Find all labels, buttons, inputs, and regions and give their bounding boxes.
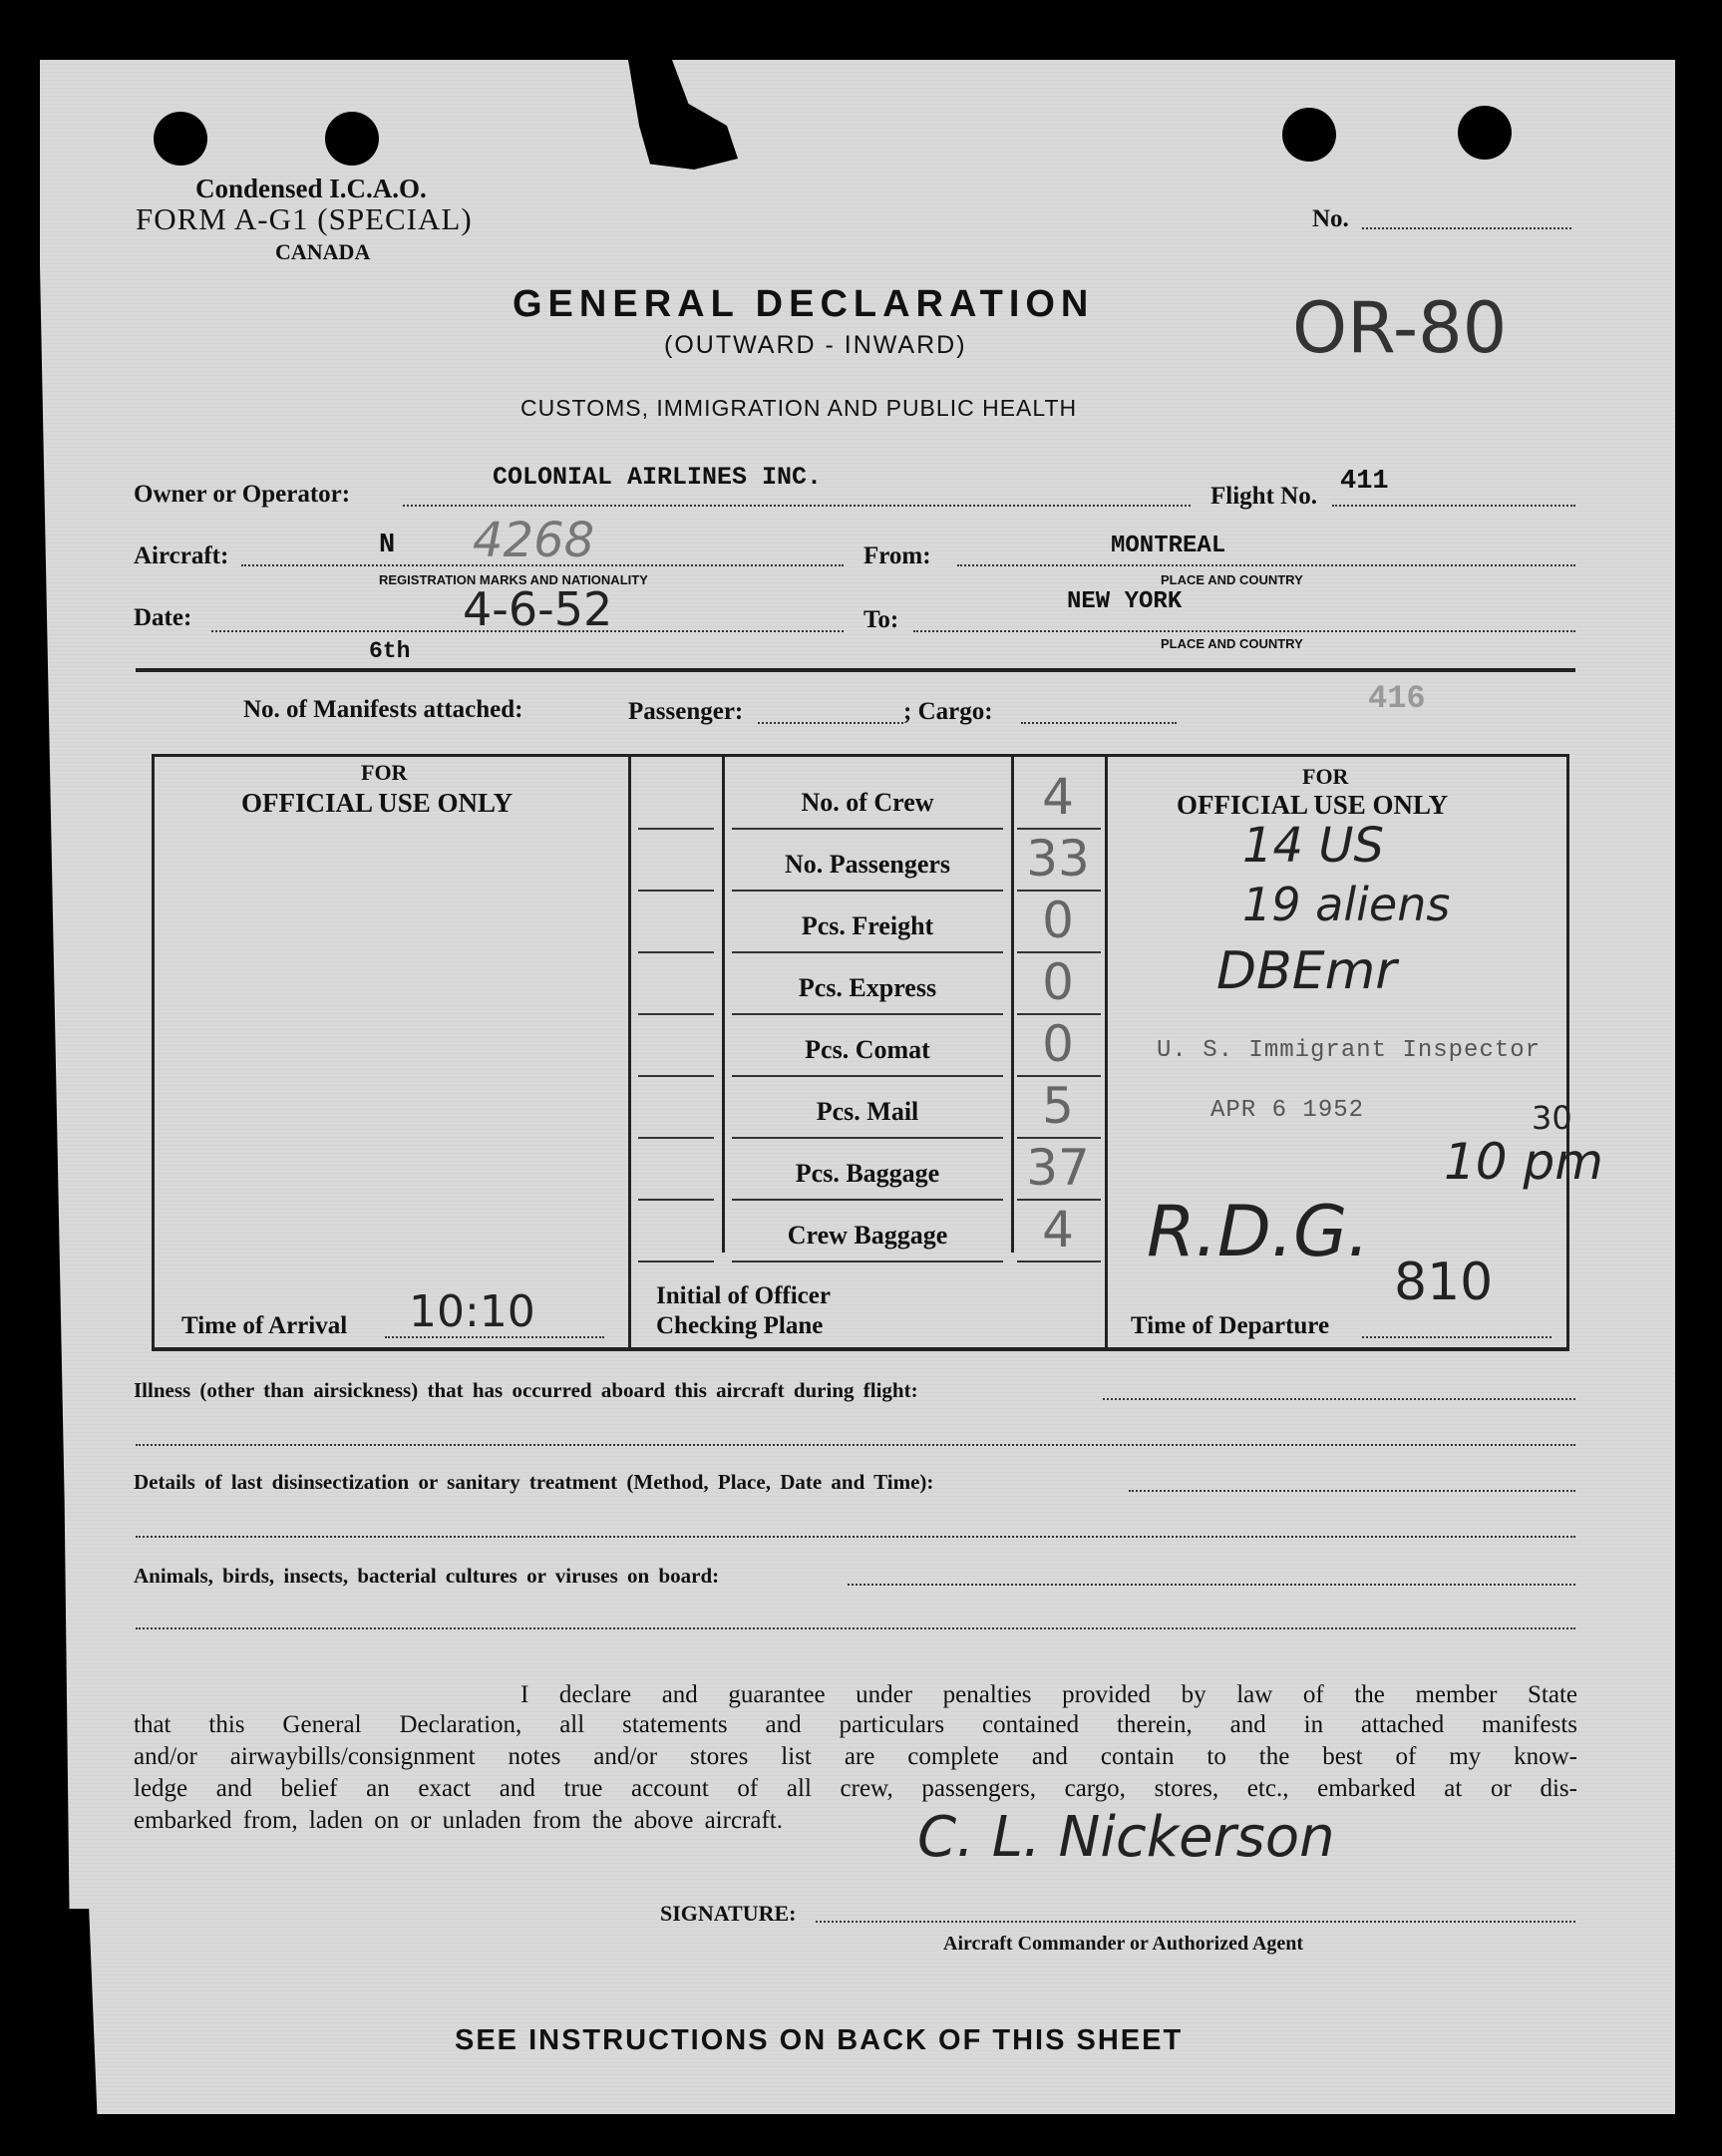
row-value: 4 xyxy=(1042,1201,1074,1258)
form-code: FORM A-G1 (SPECIAL) xyxy=(136,201,473,236)
row-initial-line xyxy=(638,1013,714,1015)
declaration-line-1: I declare and guarantee under penalties provided by law of the member State xyxy=(520,1681,1577,1708)
arrival-field[interactable] xyxy=(385,1336,604,1338)
punch-hole-3 xyxy=(1282,108,1336,162)
row-value: 4 xyxy=(1042,768,1074,826)
faint-number: 416 xyxy=(1368,680,1426,717)
row-label: No. of Crew xyxy=(801,788,934,817)
row-line xyxy=(732,1199,1003,1201)
row-value: 0 xyxy=(1042,892,1074,949)
animals-field[interactable] xyxy=(848,1584,1575,1586)
row-value: 0 xyxy=(1042,1015,1074,1073)
illness-field-2[interactable] xyxy=(136,1444,1575,1446)
aircraft-value: N xyxy=(379,531,396,560)
to-field[interactable] xyxy=(913,630,1575,632)
inspector-stamp-date: APR 6 1952 xyxy=(1210,1097,1365,1124)
row-label: Pcs. Express xyxy=(798,973,937,1002)
row-line xyxy=(732,1013,1003,1015)
left-official-label: OFFICIAL USE ONLY xyxy=(241,788,514,818)
officer-signature: R.D.G. xyxy=(1147,1191,1370,1272)
manifest-passenger-field[interactable] xyxy=(758,722,903,724)
row-value: 37 xyxy=(1026,1139,1090,1197)
row-label: Crew Baggage xyxy=(787,1221,948,1250)
animals-question: Animals, birds, insects, bacterial cultures or viruses on board: xyxy=(134,1564,720,1588)
disinsectization-field-2[interactable] xyxy=(136,1536,1575,1538)
page-subtitle: (OUTWARD - INWARD) xyxy=(664,331,967,359)
page-title: GENERAL DECLARATION xyxy=(513,283,1095,325)
flight-number-field[interactable] xyxy=(1332,505,1575,507)
handwritten-reference: OR-80 xyxy=(1292,287,1508,369)
row-value: 33 xyxy=(1026,830,1090,888)
date-field[interactable] xyxy=(211,630,844,632)
row-line xyxy=(732,1137,1003,1139)
aircraft-handwritten: 4268 xyxy=(473,513,595,568)
table-divider-4 xyxy=(1105,754,1108,1347)
declaration-line-2: that this General Declaration, all statements and particulars contained therein, and in attached manifests xyxy=(134,1711,1577,1738)
row-label: Pcs. Comat xyxy=(805,1035,930,1064)
right-official-label: OFFICIAL USE ONLY xyxy=(1177,790,1449,820)
to-label: To: xyxy=(863,606,899,633)
note-alien-count: 19 aliens xyxy=(1242,878,1451,931)
declaration-line-5: embarked from, laden on or unladen from the above aircraft. xyxy=(134,1807,783,1834)
row-label: Pcs. Mail xyxy=(816,1097,919,1126)
footer-instructions: SEE INSTRUCTIONS ON BACK OF THIS SHEET xyxy=(455,2024,1184,2056)
row-line xyxy=(732,1260,1003,1262)
row-line xyxy=(732,1075,1003,1077)
date-label: Date: xyxy=(134,604,192,631)
signature-label: SIGNATURE: xyxy=(660,1901,797,1926)
date-typed: 6th xyxy=(369,638,411,664)
signature-caption: Aircraft Commander or Authorized Agent xyxy=(943,1933,1304,1955)
flight-number-label: Flight No. xyxy=(1210,483,1317,510)
row-initial-line xyxy=(638,1260,714,1262)
row-initial-line xyxy=(638,1137,714,1139)
disinsectization-question: Details of last disinsectization or sanitary treatment (Method, Place, Date and Time): xyxy=(134,1470,934,1494)
arrival-value: 10:10 xyxy=(409,1286,535,1337)
number-label: No. xyxy=(1312,205,1349,232)
animals-field-2[interactable] xyxy=(136,1627,1575,1629)
agency-line: CUSTOMS, IMMIGRATION AND PUBLIC HEALTH xyxy=(520,395,1078,421)
departure-handwritten: 810 xyxy=(1394,1253,1494,1312)
row-label: Pcs. Freight xyxy=(801,911,934,940)
punch-hole-4 xyxy=(1458,106,1512,160)
from-value: MONTREAL xyxy=(1111,533,1226,559)
registration-caption: REGISTRATION MARKS AND NATIONALITY xyxy=(379,572,648,587)
table-divider-2 xyxy=(722,754,725,1253)
declaration-line-4: ledge and belief an exact and true account of all crew, passengers, cargo, stores, etc., embarked at or dis- xyxy=(134,1775,1577,1802)
table-divider-3 xyxy=(1011,754,1014,1253)
illness-question: Illness (other than airsickness) that has occurred aboard this aircraft during flight: xyxy=(134,1378,918,1402)
officer-label-2: Checking Plane xyxy=(656,1312,824,1339)
row-line xyxy=(732,951,1003,953)
punch-hole-1 xyxy=(154,112,207,166)
officer-label-1: Initial of Officer xyxy=(656,1282,831,1309)
aircraft-label: Aircraft: xyxy=(134,542,229,569)
flight-number-value: 411 xyxy=(1340,467,1389,497)
signature-field[interactable] xyxy=(816,1921,1575,1923)
row-value: 5 xyxy=(1042,1077,1074,1135)
row-initial-line xyxy=(638,890,714,892)
row-initial-line xyxy=(638,1199,714,1201)
declaration-line-3: and/or airwaybills/consignment notes and/or stores list are complete and contain to the best of my know- xyxy=(134,1743,1577,1770)
place-caption-2: PLACE AND COUNTRY xyxy=(1161,636,1303,651)
row-value-line xyxy=(1017,1260,1101,1262)
date-handwritten: 4-6-52 xyxy=(463,582,613,636)
number-field[interactable] xyxy=(1362,227,1571,229)
punch-hole-2 xyxy=(325,112,379,166)
place-caption-1: PLACE AND COUNTRY xyxy=(1161,572,1303,587)
manifest-passenger-label: Passenger: xyxy=(628,698,744,725)
manifest-cargo-field[interactable] xyxy=(1021,722,1177,724)
departure-field[interactable] xyxy=(1362,1336,1551,1338)
disinsectization-field[interactable] xyxy=(1129,1490,1575,1492)
owner-field[interactable] xyxy=(403,505,1191,507)
time-handwritten: 10 pm xyxy=(1444,1133,1603,1191)
note-us-count: 14 US xyxy=(1242,818,1384,874)
left-for-label: FOR xyxy=(361,760,408,785)
manifests-label: No. of Manifests attached: xyxy=(243,696,523,723)
manifest-cargo-label: ; Cargo: xyxy=(903,698,993,725)
inspector-stamp-title: U. S. Immigrant Inspector xyxy=(1157,1037,1542,1064)
illness-field[interactable] xyxy=(1103,1398,1575,1400)
row-initial-line xyxy=(638,1075,714,1077)
form-country: CANADA xyxy=(275,239,371,264)
row-line xyxy=(732,828,1003,830)
right-for-label: FOR xyxy=(1302,764,1349,789)
commander-signature: C. L. Nickerson xyxy=(917,1805,1335,1870)
inspector-initials: DBEmr xyxy=(1216,941,1397,1001)
row-initial-line xyxy=(638,828,714,830)
owner-label: Owner or Operator: xyxy=(134,481,351,508)
time-handwritten-minutes: 30 xyxy=(1532,1099,1572,1137)
from-field[interactable] xyxy=(957,564,1575,566)
row-label: No. Passengers xyxy=(784,850,951,879)
form-condensed-line: Condensed I.C.A.O. xyxy=(195,174,427,203)
aircraft-field[interactable] xyxy=(241,564,844,566)
from-label: From: xyxy=(863,542,931,569)
table-divider-1 xyxy=(628,754,631,1347)
row-value: 0 xyxy=(1042,953,1074,1011)
row-initial-line xyxy=(638,951,714,953)
arrival-label: Time of Arrival xyxy=(181,1312,348,1339)
header-divider xyxy=(136,668,1575,672)
row-label: Pcs. Baggage xyxy=(795,1159,940,1188)
to-value: NEW YORK xyxy=(1067,588,1183,615)
row-line xyxy=(732,890,1003,892)
owner-value: COLONIAL AIRLINES INC. xyxy=(493,463,823,492)
departure-label: Time of Departure xyxy=(1131,1312,1330,1339)
